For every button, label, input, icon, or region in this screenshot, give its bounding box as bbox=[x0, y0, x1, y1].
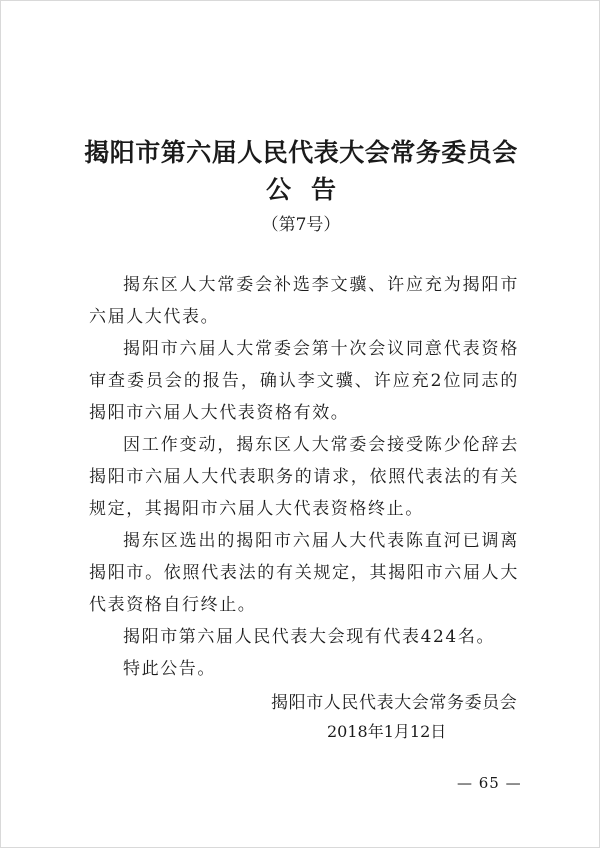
document-title: 揭阳市第六届人民代表大会常务委员会 bbox=[84, 138, 518, 167]
paragraph: 揭阳市六届人大常委会第十次会议同意代表资格审查委员会的报告，确认李文骥、许应充2位同志的揭阳市六届人大代表资格有效。 bbox=[89, 339, 519, 423]
issue-date: 2018年1月12日 bbox=[327, 722, 447, 741]
paragraph: 因工作变动，揭东区人大常委会接受陈少伦辞去揭阳市六届人大代表职务的请求，依照代表法的有关规定，其揭阳市六届人大代表资格终止。 bbox=[89, 435, 519, 519]
announcement-body bbox=[89, 269, 519, 685]
paragraph: 揭阳市第六届人民代表大会现有代表424名。 bbox=[123, 627, 496, 647]
paragraph: 特此公告。 bbox=[123, 659, 216, 679]
announcement-number: （第7号） bbox=[261, 215, 341, 235]
document-subtitle: 公告 bbox=[265, 175, 356, 204]
paragraph: 揭东区选出的揭阳市六届人大代表陈直河已调离揭阳市。依照代表法的有关规定，其揭阳市六届人大代表资格自行终止。 bbox=[89, 531, 519, 615]
signer: 揭阳市人民代表大会常务委员会 bbox=[271, 693, 518, 713]
paragraph: 揭东区人大常委会补选李文骥、许应充为揭阳市六届人大代表。 bbox=[89, 275, 519, 327]
page-number: — 65 — bbox=[457, 774, 522, 792]
